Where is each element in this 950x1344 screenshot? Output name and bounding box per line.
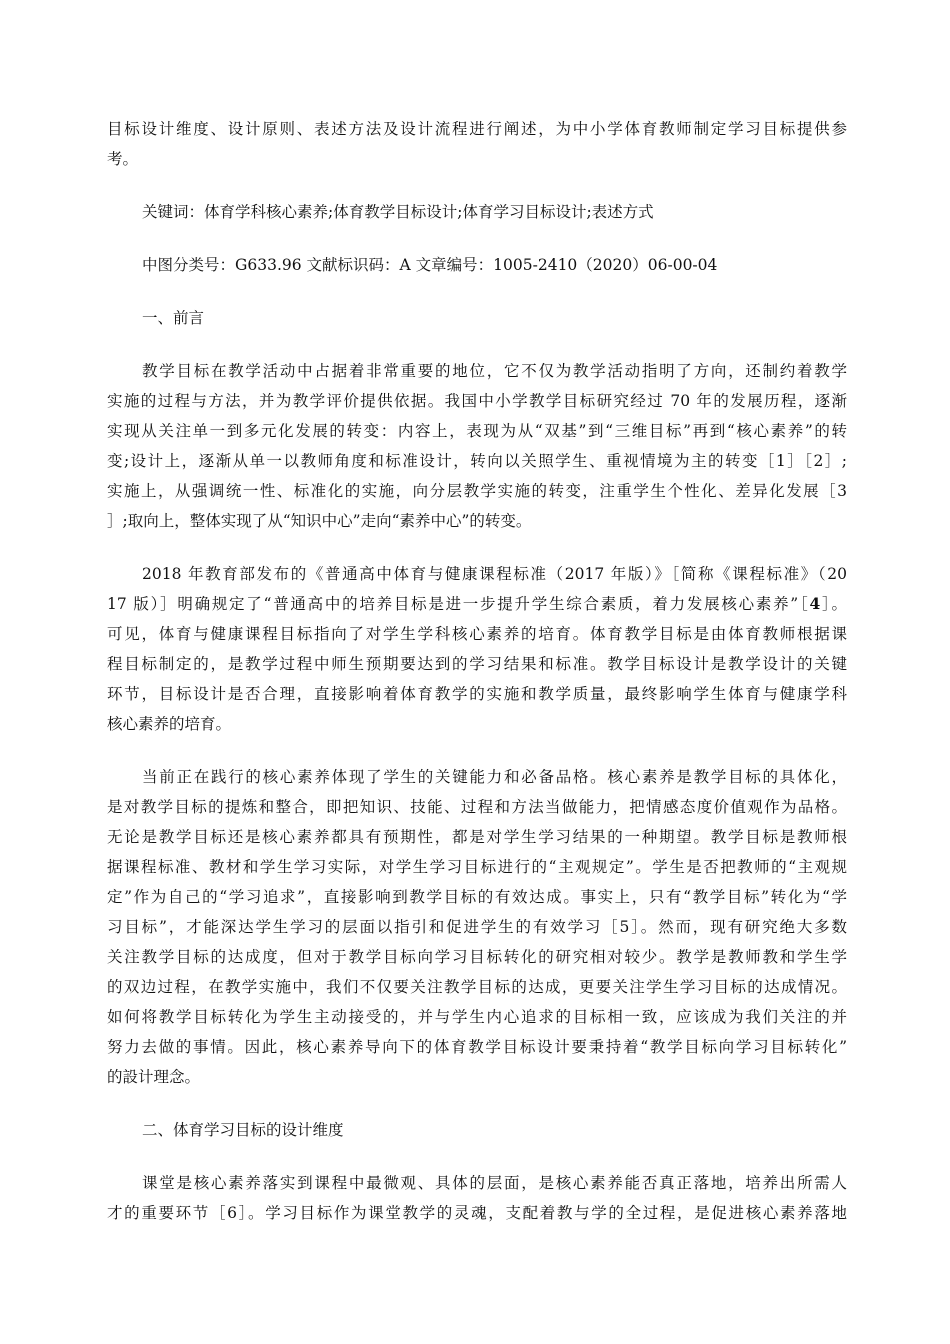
text-line: 考。 xyxy=(107,150,139,168)
classification-text: 中图分类号：G633.96 文献标识码：A 文章编号：1005-2410（2020）06-00-04 xyxy=(142,256,718,274)
text-line: ］;取向上，整体实现了从“知识中心”走向“素养中心”的转变。 xyxy=(107,512,532,530)
text-line: 定”作为自己的“学习追求”，直接影响到教学目标的有效达成。事实上，只有“教学目标”转化为“学 xyxy=(107,888,847,906)
text-line: 实现从关注单一到多元化发展的转变：内容上，表现为从“双基”到“三维目标”再到“核心素养”的转 xyxy=(107,422,847,440)
text-span: ］。 xyxy=(820,595,847,613)
text-line: 是对教学目标的提炼和整合，即把知识、技能、过程和方法当做能力，把情感态度价值观作为品格。 xyxy=(107,798,847,816)
keywords-line xyxy=(107,197,847,227)
text-line: 才的重要环节［6］。学习目标作为课堂教学的灵魂，支配着教与学的全过程，是促进核心素养落地 xyxy=(107,1204,847,1222)
section-heading xyxy=(107,303,847,333)
keywords-text: 关键词：体育学科核心素养;体育教学目标设计;体育学习目标设计;表述方式 xyxy=(142,203,654,221)
intro-paragraph xyxy=(107,114,847,174)
text-line: 如何将教学目标转化为学生主动接受的，并与学生内心追求的目标相一致，应该成为我们关注的并 xyxy=(107,1008,847,1026)
text-line: 变;设计上，逐渐从单一以教师角度和标准设计，转向以关照学生、重视情境为主的转变［1］［2］; xyxy=(107,452,847,470)
text-line: 无论是教学目标还是核心素养都具有预期性，都是对学生学习结果的一种期望。教学目标是教师根 xyxy=(107,828,847,846)
text-line: 实施上，从强调统一性、标准化的实施，向分层教学实施的转变，注重学生个性化、差异化发展［3 xyxy=(107,482,847,500)
text-line: 的設计理念。 xyxy=(107,1068,201,1086)
text-line: 据课程标准、教材和学生学习实际，对学生学习目标进行的“主观规定”。学生是否把教师的“主观规 xyxy=(107,858,847,876)
document-page xyxy=(107,114,847,1251)
text-line: 习目标”，才能深达学生学习的层面以指引和促进学生的有效学习［5］。然而，现有研究绝大多数 xyxy=(107,918,847,936)
text-line xyxy=(107,589,847,619)
body-paragraph-4 xyxy=(107,1168,847,1228)
text-line: 目标设计维度、设计原则、表述方法及设计流程进行阐述，为中小学体育教师制定学习目标提供参 xyxy=(107,120,847,138)
section-heading-text: 二、体育学习目标的设计维度 xyxy=(142,1121,344,1139)
text-line: 教学目标在教学活动中占据着非常重要的地位，它不仅为教学活动指明了方向，还制约着教学 xyxy=(142,362,847,380)
text-line: 可见，体育与健康课程目标指向了对学生学科核心素养的培育。体育教学目标是由体育教师根据课 xyxy=(107,625,847,643)
text-line: 课堂是核心素养落实到课程中最微观、具体的层面，是核心素养能否真正落地，培养出所需人 xyxy=(142,1174,847,1192)
text-span: 17 版）］明确规定了“普通高中的培养目标是进一步提升学生综合素质，着力发展核心素养”［ xyxy=(107,595,810,613)
text-line: 环节，目标设计是否合理，直接影响着体育教学的实施和教学质量，最终影响学生体育与健康学科 xyxy=(107,685,847,703)
classification-line xyxy=(107,250,847,280)
section-heading xyxy=(107,1115,847,1145)
text-line: 当前正在践行的核心素养体现了学生的关键能力和必备品格。核心素养是教学目标的具体化， xyxy=(142,768,847,786)
text-line: 程目标制定的，是教学过程中师生预期要达到的学习结果和标准。教学目标设计是教学设计的关键 xyxy=(107,655,847,673)
text-line: 关注教学目标的达成度，但对于教学目标向学习目标转化的研究相对较少。教学是教师教和学生学 xyxy=(107,948,847,966)
body-paragraph-1 xyxy=(107,356,847,536)
body-paragraph-2 xyxy=(107,559,847,739)
section-heading-text: 一、前言 xyxy=(142,309,205,327)
citation-ref: 4 xyxy=(809,594,821,613)
text-line: 的双边过程，在教学实施中，我们不仅要关注教学目标的达成，更要关注学生学习目标的达成情况。 xyxy=(107,978,847,996)
text-line: 实施的过程与方法，并为教学评价提供依据。我国中小学教学目标研究经过 70 年的发展历程，逐渐 xyxy=(107,392,847,410)
text-line: 核心素养的培育。 xyxy=(107,715,232,733)
body-paragraph-3 xyxy=(107,762,847,1092)
text-line: 努力去做的事情。因此，核心素养导向下的体育教学目标设计要秉持着“教学目标向学习目标转化” xyxy=(107,1038,847,1056)
text-line: 2018 年教育部发布的《普通高中体育与健康课程标准（2017 年版）》［简称《课程标准》（20 xyxy=(142,565,847,583)
